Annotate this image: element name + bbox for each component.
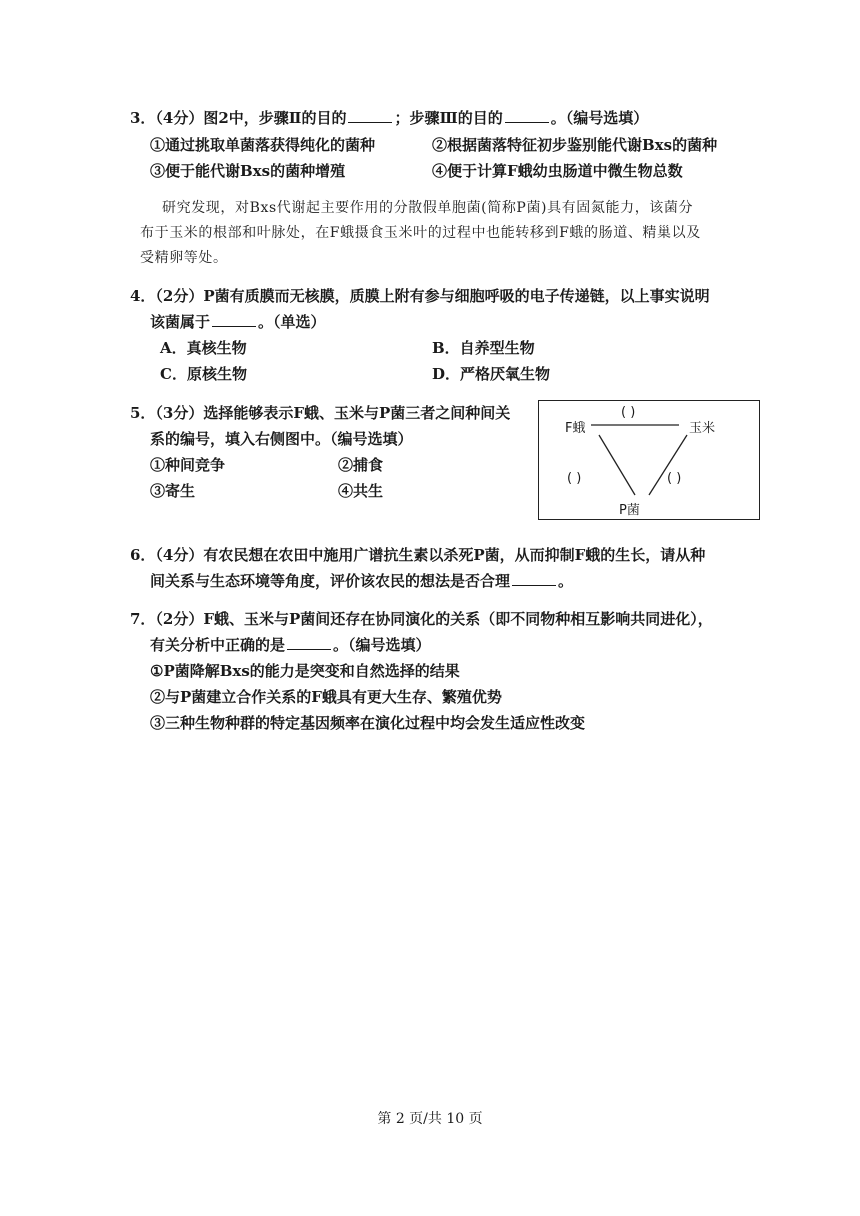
q4-stem-line2 <box>150 312 326 332</box>
q3-blank-2[interactable] <box>505 108 549 123</box>
q7-option-1: ①P菌降解Bxs的能力是突变和自然选择的结果 <box>150 662 460 680</box>
q3-option-4: ④便于计算F蛾幼虫肠道中微生物总数 <box>432 162 683 180</box>
node-p-bacteria: P菌 <box>619 503 640 518</box>
q3-stem-end: 。（编号选填） <box>550 109 649 127</box>
q5-option-1: ①种间竞争 <box>150 456 226 474</box>
q3-option-1: ①通过挑取单菌落获得纯化的菌种 <box>150 136 376 154</box>
q4-option-b: B．自养型生物 <box>432 339 535 357</box>
q6-stem-pre: 间关系与生态环境等角度，评价该农民的想法是否合理 <box>150 572 511 590</box>
q5-stem-line2: 系的编号，填入右侧图中。（编号选填） <box>150 430 413 448</box>
passage-line-2: 布于玉米的根部和叶脉处，在F蛾摄食玉米叶的过程中也能转移到F蛾的肠道、精巢以及 <box>140 225 701 241</box>
q6-blank[interactable] <box>512 571 556 586</box>
q7-option-3: ③三种生物种群的特定基因频率在演化过程中均会发生适应性改变 <box>150 714 586 732</box>
q7-option-2: ②与P菌建立合作关系的F蛾具有更大生存、繁殖优势 <box>150 688 502 706</box>
q6-stem-line2 <box>150 571 573 591</box>
q3-stem-text: 3．（4分）图2中，步骤Ⅱ的目的 <box>130 109 347 127</box>
q6-stem-line1: 6．（4分）有农民想在农田中施用广谱抗生素以杀死P菌，从而抑制F蛾的生长，请从种 <box>130 546 706 564</box>
passage-line-3: 受精卵等处。 <box>140 250 228 266</box>
node-f-moth: F蛾 <box>565 421 586 436</box>
passage-line-1: 研究发现，对Bxs代谢起主要作用的分散假单胞菌(简称P菌)具有固氮能力，该菌分 <box>162 200 694 216</box>
q5-option-4: ④共生 <box>338 482 384 500</box>
q3-stem <box>130 108 648 128</box>
q5-option-2: ②捕食 <box>338 456 384 474</box>
q3-option-2: ②根据菌落特征初步鉴别能代谢Bxs的菌种 <box>432 136 718 154</box>
q7-stem-line1: 7．（2分）F蛾、玉米与P菌间还存在协同演化的关系（即不同物种相互影响共同进化）， <box>130 610 713 628</box>
q7-stem-line2 <box>150 635 431 655</box>
q3-stem-mid: ；步骤Ⅲ的目的 <box>394 109 503 127</box>
q3-blank-1[interactable] <box>348 108 392 123</box>
line-moth-bacteria <box>599 435 635 495</box>
q7-stem-pre: 有关分析中正确的是 <box>150 636 286 654</box>
q5-stem-line1: 5．（3分）选择能够表示F蛾、玉米与P菌三者之间种间关 <box>130 404 511 422</box>
q7-stem-post: 。（编号选填） <box>333 636 431 654</box>
q6-stem-post: 。 <box>558 572 574 590</box>
q4-option-a: A．真核生物 <box>160 339 247 357</box>
slot-moth-corn[interactable]: ( ) <box>621 405 636 420</box>
q4-blank[interactable] <box>212 312 256 327</box>
q5-option-3: ③寄生 <box>150 482 196 500</box>
q7-blank[interactable] <box>287 635 331 650</box>
relationship-diagram <box>538 400 760 520</box>
slot-corn-bacteria[interactable]: ( ) <box>667 471 682 486</box>
q4-stem-pre: 该菌属于 <box>150 313 211 331</box>
line-corn-bacteria <box>649 435 687 495</box>
q3-option-3: ③便于能代谢Bxs的菌种增殖 <box>150 162 346 180</box>
q4-stem-post: 。（单选） <box>258 313 326 331</box>
node-corn: 玉米 <box>689 421 716 436</box>
q4-option-d: D．严格厌氧生物 <box>432 365 551 383</box>
q4-option-c: C．原核生物 <box>160 365 247 383</box>
page-footer: 第 2 页/共 10 页 <box>377 1111 483 1127</box>
q4-stem-line1: 4．（2分）P菌有质膜而无核膜，质膜上附有参与细胞呼吸的电子传递链，以上事实说明 <box>130 287 710 305</box>
slot-moth-bacteria[interactable]: ( ) <box>567 471 582 486</box>
